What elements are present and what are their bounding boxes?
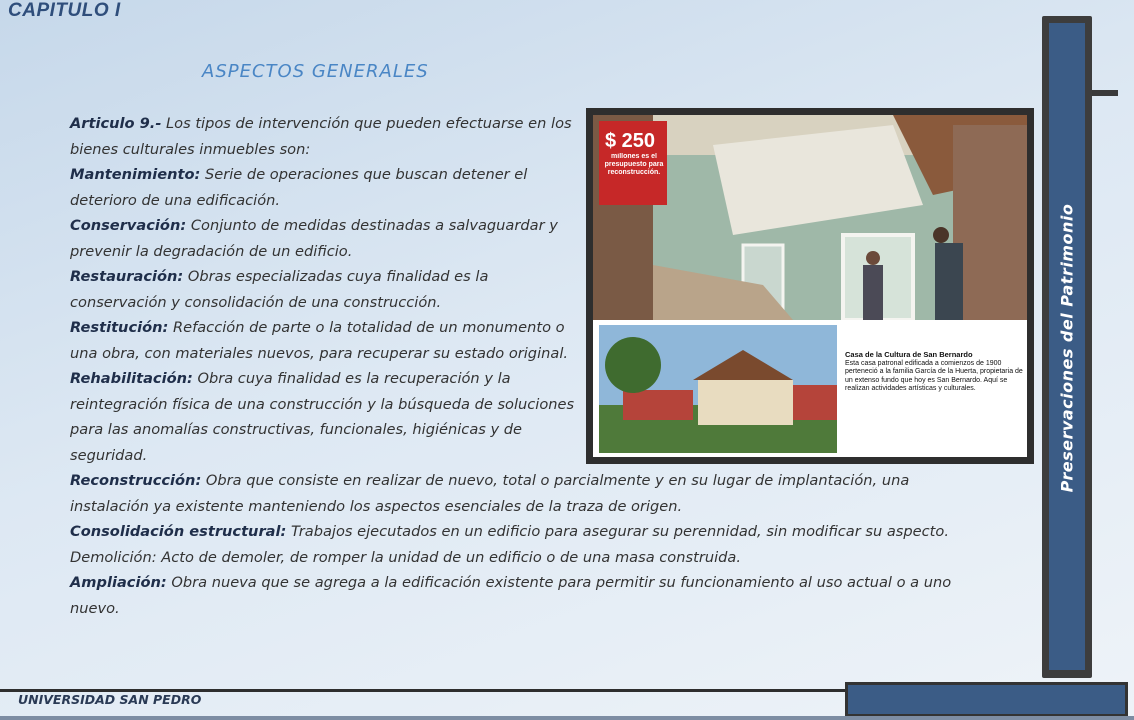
definition-item	[70, 468, 985, 519]
caption-title: Casa de la Cultura de San Bernardo	[845, 351, 973, 359]
definition-item	[70, 162, 580, 213]
header-rule	[1090, 90, 1118, 96]
definition-term: Reconstrucción:	[70, 472, 202, 489]
footer-box	[845, 682, 1128, 717]
definition-text: Serie de operaciones que buscan detener el deterioro de una edificación.	[70, 166, 528, 209]
article-intro	[70, 111, 580, 162]
definition-term: Ampliación:	[70, 574, 167, 591]
definition-item	[70, 315, 580, 366]
article-body	[70, 111, 985, 621]
article-term: Articulo 9.-	[70, 115, 162, 132]
definition-term: Rehabilitación:	[70, 370, 193, 387]
definition-text: Trabajos ejecutados en un edificio para asegurar su perennidad, sin modificar su aspecto.	[286, 523, 949, 540]
chapter-title: CAPITULO I	[8, 0, 121, 21]
definition-term: Conservación:	[70, 217, 187, 234]
definition-text: Refacción de parte o la totalidad de un monumento o una obra, con materiales nuevos, para recuperar su estado original.	[70, 319, 569, 362]
definition-text: Conjunto de medidas destinadas a salvaguardar y prevenir la degradación de un edificio.	[70, 217, 558, 260]
definition-term: Restauración:	[70, 268, 184, 285]
definition-item	[70, 264, 580, 315]
definition-item	[70, 519, 985, 545]
definition-term: Mantenimiento:	[70, 166, 201, 183]
definition-item	[70, 366, 580, 468]
definition-item	[70, 213, 580, 264]
definition-term: Consolidación estructural:	[70, 523, 287, 540]
definition-text: Obra cuya finalidad es la recuperación y la reintegración física de una construcción y la búsqueda de soluciones para las anomalías constructivas, funcionales, higiénicas y de seguridad.	[70, 370, 575, 464]
definition-item	[70, 570, 985, 621]
definition-text: Obra nueva que se agrega a la edificación existente para permitir su funcionamiento al uso actual o a uno nuevo.	[70, 574, 952, 617]
badge-caption: millones es el presupuesto para reconstrucción.	[604, 153, 664, 176]
footer-line	[0, 716, 1134, 720]
caption-body: Esta casa patronal edificada a comienzos de 1900 perteneció a la familia García de la Huerta, propietaria de un extenso fundo que hoy es San Bernardo. Aquí se realizan actividades artísticas y culturales.	[845, 359, 1023, 392]
definition-text: Obra que consiste en realizar de nuevo, total o parcialmente y en su lugar de implantación, una instalación ya existente manteniendo los aspectos esenciales de la traza de origen.	[70, 472, 910, 515]
sidebar-title: Preservaciones del Patrimonio	[1057, 203, 1077, 493]
university-name: UNIVERSIDAD SAN PEDRO	[18, 692, 202, 707]
definition-item	[70, 545, 985, 571]
definition-text: Obras especializadas cuya finalidad es la conservación y consolidación de una construcción.	[70, 268, 489, 311]
definition-text: Demolición: Acto de demoler, de romper la unidad de un edificio o de una masa construida.	[70, 548, 741, 566]
badge-amount: $ 250	[605, 130, 656, 152]
article-intro-text: Los tipos de intervención que pueden efectuarse en los bienes culturales inmuebles son:	[70, 115, 572, 158]
section-title: ASPECTOS GENERALES	[202, 61, 429, 82]
definition-term: Restitución:	[70, 319, 169, 336]
